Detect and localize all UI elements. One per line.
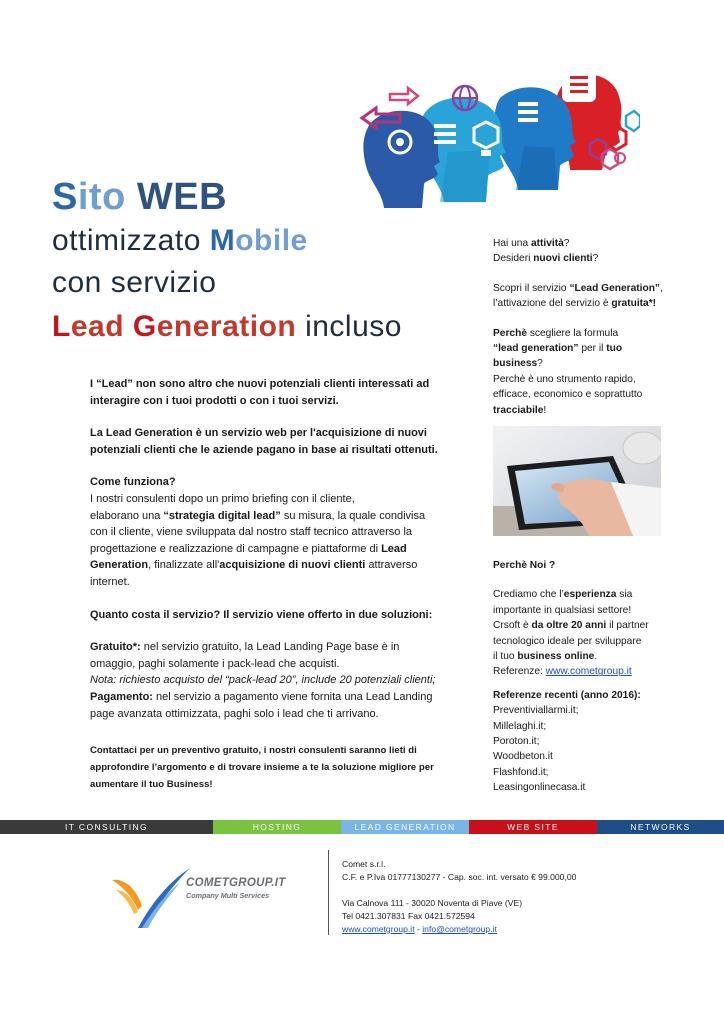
side-s1: [493, 281, 668, 296]
side-w1-a: Perchè: [493, 327, 527, 339]
side-w2-d: ?: [537, 358, 543, 370]
side-w5-b: !: [543, 404, 547, 416]
why-us-heading: Perchè Noi ?: [493, 560, 556, 571]
free-paragraph: [90, 639, 442, 672]
paid-text: nel servizio a pagamento viene fornita una Lead Landing page avanzata ottimizzata, paghi solo i lead che ti arrivano.: [90, 690, 433, 720]
side-w2: [493, 341, 668, 372]
title-letter-s: S: [52, 176, 78, 218]
free-note: Nota: richiesto acquisto del “pack-lead 20”, include 20 potenziali clienti;: [90, 674, 436, 687]
reference-item: Woodbeton.it: [493, 751, 553, 763]
side-s1-c: ,: [660, 282, 663, 294]
side-w1: [493, 326, 668, 341]
reference-item: Preventiviallarmi.it;: [493, 705, 579, 717]
category-lead-generation: LEAD GENERATION: [341, 820, 469, 834]
side-w2-a: “lead generation”: [493, 343, 579, 355]
intro-paragraph: I “Lead” non sono altro che nuovi potenziali clienti interessati ad interagire con i tuoi prodotti o con i tuoi servizi.: [90, 378, 430, 407]
side-s1-a: Scopri il servizio: [493, 282, 570, 294]
how-heading: Come funziona?: [90, 476, 176, 489]
subtitle-letter-l: L: [52, 310, 71, 343]
why-n2: importante in qualsiasi settore!: [493, 604, 632, 616]
company-phone: Tel 0421.307831 Fax 0421.572594: [342, 911, 475, 921]
side-q1: [493, 236, 668, 251]
why-n3-a: Crsoft è: [493, 620, 532, 632]
company-info: [342, 858, 576, 936]
side-s2-a: l’attivazione del servizio è: [493, 298, 612, 310]
category-web-site: WEB SITE: [469, 820, 597, 834]
side-w4: efficace, economico e soprattutto: [493, 389, 643, 401]
company-name: Comet s.r.l.: [342, 859, 386, 869]
why-n3: [493, 618, 668, 633]
why-n5-a: il tuo: [493, 651, 518, 663]
subtitle-text: ottimizzato: [52, 224, 210, 257]
side-why-us: [493, 558, 668, 796]
side-questions: [493, 236, 668, 418]
side-q2: [493, 251, 668, 266]
definition-paragraph: La Lead Generation è un servizio web per l'acquisizione di nuovi potenziali clienti che le aziende pagano in base ai risultati ottenuti.: [90, 427, 438, 456]
side-w2-b: per il: [578, 343, 607, 355]
paid-paragraph: [90, 689, 442, 722]
why-n6-a: Referenze:: [493, 666, 546, 678]
side-w1-b: scegliere la formula: [526, 327, 619, 339]
why-n5-c: .: [594, 651, 598, 663]
subtitle-letter-m: M: [209, 224, 236, 257]
subtitle-letter-g: G: [132, 310, 157, 343]
free-label: Gratuito*:: [90, 641, 141, 654]
title-ito: ito: [77, 176, 126, 218]
why-n1: [493, 587, 668, 602]
side-w2-c: tuo business: [493, 343, 623, 370]
side-q1-c: ?: [563, 238, 570, 249]
category-networks: NETWORKS: [597, 820, 724, 834]
website-link[interactable]: www.cometgroup.it: [342, 924, 415, 934]
email-link[interactable]: info@cometgroup.it: [422, 924, 497, 934]
category-hosting: HOSTING: [213, 820, 341, 834]
category-bar: [0, 820, 724, 834]
side-s2: [493, 296, 668, 311]
side-q2-c: ?: [592, 253, 599, 265]
how-text-g: attraverso internet.: [90, 559, 418, 588]
subtitle-incluso: incluso: [296, 310, 402, 343]
side-s1-b: “Lead Generation”: [569, 282, 661, 294]
reference-item: Poroton.it;: [493, 736, 540, 748]
main-content: [90, 376, 442, 793]
references-heading: Referenze recenti (anno 2016):: [493, 689, 641, 701]
why-n6: [493, 664, 668, 679]
why-n3-c: il partner: [606, 620, 649, 632]
why-n5: [493, 649, 668, 664]
logo-name: COMETGROUP.IT: [186, 877, 286, 889]
how-text-e: , finalizzate all': [148, 559, 220, 572]
side-s2-b: gratuita*!: [611, 298, 657, 310]
why-n4: tecnologico ideale per sviluppare: [493, 635, 642, 647]
side-q2-a: Desideri: [493, 253, 534, 265]
free-text: nel servizio gratuito, la Lead Landing Page base è in omaggio, paghi solamente i pack-lead che acquisti.: [90, 641, 400, 670]
side-q2-b: nuovi clienti: [533, 253, 593, 265]
cost-heading: Quanto costa il servizio? Il servizio viene offerto in due soluzioni:: [90, 608, 433, 621]
heads-illustration-icon: [340, 62, 640, 210]
page-title: [52, 176, 227, 219]
logo-tagline: Company Multi Services: [186, 891, 270, 900]
subtitle-generation: eneration: [156, 310, 297, 343]
reference-item: Millelaghi.it;: [493, 720, 547, 732]
how-paragraph: [90, 508, 442, 591]
subtitle-obile: obile: [235, 224, 308, 257]
why-n1-a: Crediamo che l’: [493, 589, 564, 601]
side-q1-a: Hai una: [493, 238, 531, 249]
tablet-photo: [493, 426, 661, 536]
how-acquisition: acquisizione di nuovi clienti: [219, 559, 366, 572]
footer-divider: [328, 850, 329, 935]
side-w5: [493, 403, 668, 418]
how-text-a: elaborano una: [90, 509, 164, 522]
reference-item: Flashfond.it;: [493, 766, 549, 778]
side-w5-a: tracciabile: [493, 404, 544, 416]
references-link[interactable]: www.cometgroup.it: [545, 666, 632, 678]
why-n3-b: da oltre 20 anni: [531, 620, 607, 632]
company-address: Via Calnova 111 - 30020 Noventa di Piave (VE): [342, 898, 523, 908]
side-w3: Perchè è uno strumento rapido,: [493, 373, 636, 385]
category-it-consulting: IT CONSULTING: [0, 820, 213, 834]
subtitle-line-2: con servizio: [52, 266, 217, 299]
contact-paragraph: Contattaci per un preventivo gratuito, i nostri consulenti saranno lieti di approfondire l’argomento e di trovare insieme a te la soluzione migliore per aumentare il tuo Business!: [90, 745, 434, 791]
comet-logo-icon: [108, 862, 190, 932]
why-n5-b: business online: [517, 651, 595, 663]
how-strategy: “strategia digital lead”: [163, 509, 281, 522]
why-n1-c: sia: [616, 589, 633, 601]
how-line-1: I nostri consulenti dopo un primo briefing con il cliente,: [90, 492, 355, 505]
subtitle-line-3: [52, 310, 402, 344]
side-q1-b: attività: [530, 238, 564, 249]
subtitle-line-1: [52, 224, 308, 258]
link-separator: -: [414, 924, 423, 934]
reference-item: Leasingonlinecasa.it: [493, 782, 586, 794]
how-text-c: su misura, la quale condivisa con il cliente, viene sviluppata dal nostro staff tecnico attraverso la progettazione e realizzazione di campagne e piattaforme di: [90, 509, 426, 555]
why-n1-b: esperienza: [563, 589, 617, 601]
company-links: [342, 923, 576, 936]
company-fiscal: C.F. e P.Iva 01777130277 - Cap. soc. int. versato € 99.000,00: [342, 872, 577, 882]
subtitle-lead: ead: [70, 310, 133, 343]
title-web: WEB: [136, 176, 228, 218]
how-lead-generation: Lead Generation: [90, 542, 407, 572]
paid-label: Pagamento:: [90, 690, 153, 703]
